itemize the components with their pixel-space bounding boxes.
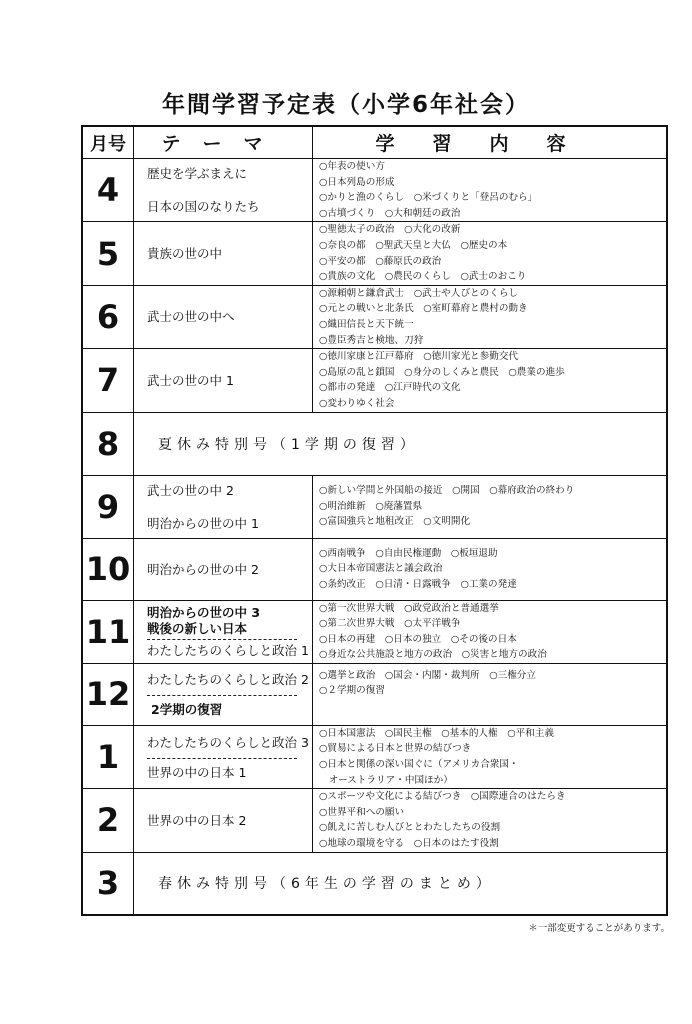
schedule-table xyxy=(81,125,668,916)
theme-line: 貴族の世の中 xyxy=(147,246,223,262)
content-line: ○日本と関係の深い国ぐに（アメリカ合衆国・ xyxy=(319,759,519,771)
table-row xyxy=(82,725,667,788)
content-line: ○都市の発達 ○江戸時代の文化 xyxy=(319,382,461,394)
theme-line: わたしたちのくらしと政治 1 xyxy=(147,642,309,658)
month-number: 5 xyxy=(82,222,134,285)
theme-line: わたしたちのくらしと政治 2 xyxy=(147,671,309,687)
content-line: ○地球の環境を守る ○日本のはたす役割 xyxy=(319,838,499,850)
content-cell xyxy=(313,725,668,788)
month-number: 4 xyxy=(82,159,134,222)
table-row xyxy=(82,475,667,538)
table-row xyxy=(82,349,667,412)
content-line: ○大日本帝国憲法と議会政治 xyxy=(319,563,443,575)
header-row xyxy=(82,126,667,159)
content-cell xyxy=(313,349,668,412)
header-month: 月号 xyxy=(82,126,134,159)
footnote: ＊一部変更することがあります。 xyxy=(528,923,670,934)
table-row xyxy=(82,789,667,852)
dashed-divider xyxy=(147,695,297,696)
month-number: 2 xyxy=(82,789,134,852)
content-cell xyxy=(313,475,668,538)
theme-cell xyxy=(134,789,313,852)
content-line: ○年表の使い方 xyxy=(319,161,385,172)
table-row xyxy=(82,600,667,663)
month-number: 8 xyxy=(82,412,134,475)
content-line: ○富国強兵と地租改正 ○文明開化 xyxy=(319,516,471,528)
theme-cell xyxy=(134,285,313,348)
theme-cell xyxy=(134,222,313,285)
content-line: ○徳川家康と江戸幕府 ○徳川家光と参勤交代 xyxy=(319,351,519,363)
content-line: オーストラリア・中国ほか） xyxy=(319,774,453,786)
content-line: ○西南戦争 ○自由民権運動 ○板垣退助 xyxy=(319,547,498,559)
theme-cell xyxy=(134,663,313,725)
content-line: ○豊臣秀吉と検地、刀狩 xyxy=(319,334,424,346)
theme-line: 武士の世の中 2 xyxy=(147,482,234,498)
theme-line: わたしたちのくらしと政治 3 xyxy=(147,734,309,750)
content-cell xyxy=(313,789,668,852)
theme-line: 武士の世の中へ xyxy=(147,309,235,325)
content-line: ○スポーツや文化による結びつき ○国際連合のはたらき xyxy=(319,791,566,803)
table-row xyxy=(82,285,667,348)
content-line: ○明治維新 ○廃藩置県 xyxy=(319,500,423,512)
content-line: ○世界平和への願い xyxy=(319,806,405,818)
theme-line: 2学期の復習 xyxy=(151,701,223,717)
content-line: ○条約改正 ○日清・日露戦争 ○工業の発達 xyxy=(319,578,517,590)
table-row xyxy=(82,663,667,725)
content-line: ○飢えに苦しむ人びととわたしたちの役割 xyxy=(319,822,501,834)
month-number: 12 xyxy=(82,663,134,725)
special-issue-label: 夏休み特別号（1学期の復習） xyxy=(134,412,668,475)
theme-line: 明治からの世の中 2 xyxy=(147,561,259,577)
theme-line: 世界の中の日本 2 xyxy=(147,812,247,828)
content-line: ○島原の乱と鎖国 ○身分のしくみと農民 ○農業の進歩 xyxy=(319,366,565,378)
theme-line: 武士の世の中 1 xyxy=(147,372,234,388)
content-line: ○貴族の文化 ○農民のくらし ○武士のおこり xyxy=(319,271,527,283)
month-number: 10 xyxy=(82,538,134,600)
content-line: ○元との戦いと北条氏 ○室町幕府と農村の動き xyxy=(319,303,528,315)
content-cell xyxy=(313,285,668,348)
table-row xyxy=(82,412,667,475)
content-line: ○身近な公共施設と地方の政治 ○災害と地方の政治 xyxy=(319,649,547,661)
content-line: ○かりと漁のくらし ○米づくりと「登呂のむら」 xyxy=(319,192,538,204)
dashed-divider xyxy=(147,758,297,759)
content-cell xyxy=(313,663,668,725)
content-line: ○古墳づくり ○大和朝廷の政治 xyxy=(319,207,461,219)
content-line: ○選挙と政治 ○国会・内閣・裁判所 ○三権分立 xyxy=(319,669,536,681)
content-cell xyxy=(313,600,668,663)
content-cell xyxy=(313,222,668,285)
theme-line: 明治からの世の中 1 xyxy=(147,515,259,531)
content-line: ○変わりゆく社会 xyxy=(319,397,395,409)
content-line: ○新しい学問と外国船の接近 ○開国 ○幕府政治の終わり xyxy=(319,485,575,497)
month-number: 1 xyxy=(82,725,134,788)
theme-cell xyxy=(134,349,313,412)
theme-line: 戦後の新しい日本 xyxy=(147,620,248,636)
content-line: ○平安の都 ○藤原氏の政治 xyxy=(319,255,442,267)
table-row xyxy=(82,159,667,222)
table-row xyxy=(82,222,667,285)
theme-line: 歴史を学ぶまえに xyxy=(147,166,248,182)
theme-cell xyxy=(134,159,313,222)
page-title: 年間学習予定表（小学6年社会） xyxy=(161,92,530,118)
theme-line: 日本の国のなりたち xyxy=(147,199,260,215)
month-number: 3 xyxy=(82,852,134,915)
content-line: ○貿易による日本と世界の結びつき xyxy=(319,743,472,755)
table-row xyxy=(82,852,667,915)
content-cell xyxy=(313,538,668,600)
month-number: 9 xyxy=(82,475,134,538)
month-number: 6 xyxy=(82,285,134,348)
theme-cell xyxy=(134,725,313,788)
theme-cell xyxy=(134,475,313,538)
content-line: ○２学期の復習 xyxy=(319,685,385,697)
content-line: ○源頼朝と鎌倉武士 ○武士や人びとのくらし xyxy=(319,287,519,299)
month-number: 11 xyxy=(82,600,134,663)
content-line: ○奈良の都 ○聖武天皇と大仏 ○歴史の本 xyxy=(319,239,508,251)
theme-line: 世界の中の日本 1 xyxy=(147,764,247,780)
content-line: ○第一次世界大戦 ○政党政治と普通選挙 xyxy=(319,602,499,614)
theme-cell xyxy=(134,538,313,600)
table-row xyxy=(82,538,667,600)
theme-cell xyxy=(134,600,313,663)
content-cell xyxy=(313,159,668,222)
content-line: ○日本列島の形成 xyxy=(319,176,395,188)
content-line: ○織田信長と天下統一 xyxy=(319,318,414,330)
dashed-divider xyxy=(147,639,297,640)
content-line: ○日本国憲法 ○国民主権 ○基本的人権 ○平和主義 xyxy=(319,727,554,739)
header-content: 学習内容 xyxy=(313,126,668,159)
content-line: ○第二次世界大戦 ○太平洋戦争 xyxy=(319,618,461,630)
special-issue-label: 春休み特別号（6年生の学習のまとめ） xyxy=(134,852,668,915)
content-line: ○聖徳太子の政治 ○大化の改新 xyxy=(319,224,461,236)
month-number: 7 xyxy=(82,349,134,412)
theme-line: 明治からの世の中 3 xyxy=(147,604,261,620)
header-theme: テーマ xyxy=(134,126,313,159)
content-line: ○日本の再建 ○日本の独立 ○その後の日本 xyxy=(319,633,517,645)
